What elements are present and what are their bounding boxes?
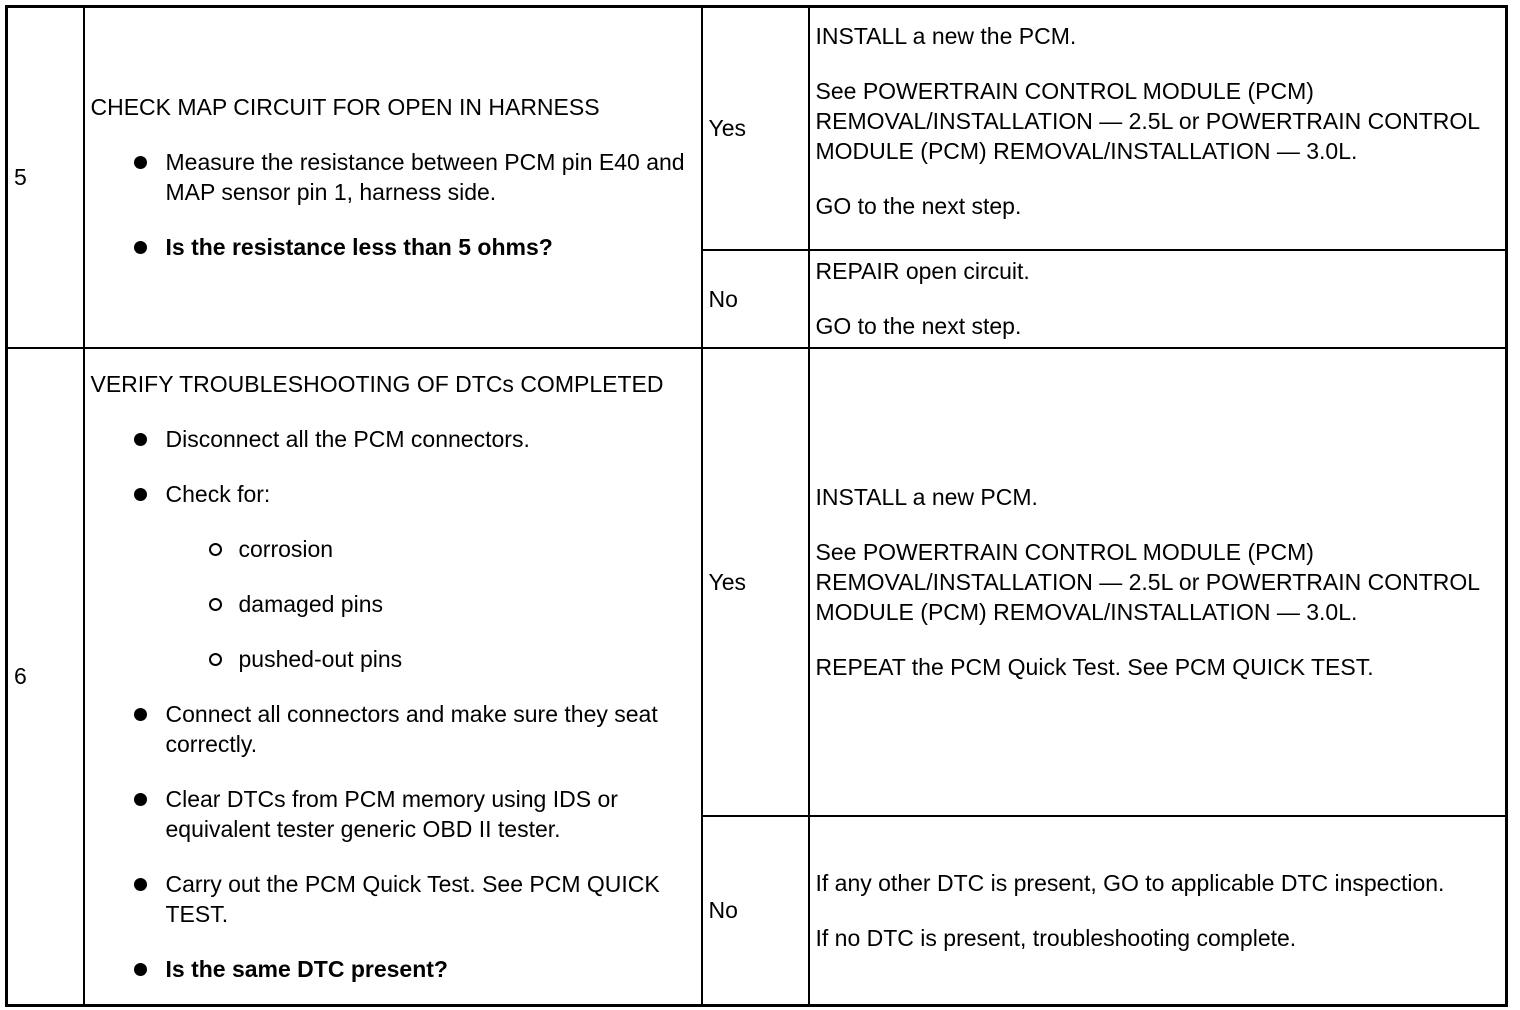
- result-line: REPEAT the PCM Quick Test. See PCM QUICK TEST.: [815, 653, 1374, 680]
- result-yes-cell: [809, 348, 1507, 816]
- result-label-no: No: [702, 250, 809, 348]
- result-line: If any other DTC is present, GO to applicable DTC inspection.: [815, 869, 1445, 896]
- list-item: Connect all connectors and make sure they seat correctly.: [91, 699, 695, 759]
- check-list: [91, 534, 695, 674]
- step-title: VERIFY TROUBLESHOOTING OF DTCs COMPLETED: [90, 370, 664, 397]
- step-number: 6: [7, 348, 84, 1006]
- result-yes-cell: [809, 7, 1507, 250]
- list-item: Measure the resistance between PCM pin E40 and MAP sensor pin 1, harness side.: [91, 147, 695, 207]
- action-list: [91, 699, 695, 984]
- result-no-cell: [809, 250, 1507, 348]
- result-line: GO to the next step.: [815, 193, 1022, 219]
- check-item: corrosion: [91, 534, 695, 564]
- list-item-label: Check for:: [165, 480, 271, 507]
- diagnostic-table: [5, 5, 1508, 1007]
- result-no-cell: [809, 816, 1507, 1006]
- list-item: Clear DTCs from PCM memory using IDS or equivalent tester generic OBD II tester.: [91, 784, 695, 844]
- step-action-cell: [84, 348, 702, 1006]
- result-label-no: No: [702, 816, 809, 1006]
- result-line: See POWERTRAIN CONTROL MODULE (PCM) REMOVAL/INSTALLATION — 2.5L or POWERTRAIN CONTROL MODULE (PCM) REMOVAL/INSTALLATION — 3.0L.: [815, 538, 1480, 625]
- step-action-cell: [84, 7, 702, 348]
- result-label-yes: Yes: [702, 348, 809, 816]
- result-line: REPAIR open circuit.: [815, 258, 1030, 284]
- result-line: INSTALL a new the PCM.: [815, 23, 1077, 49]
- question-item: Is the resistance less than 5 ohms?: [91, 232, 695, 262]
- step-title: CHECK MAP CIRCUIT FOR OPEN IN HARNESS: [90, 94, 600, 121]
- step-number: 5: [7, 7, 84, 348]
- result-line: See POWERTRAIN CONTROL MODULE (PCM) REMOVAL/INSTALLATION — 2.5L or POWERTRAIN CONTROL MODULE (PCM) REMOVAL/INSTALLATION — 3.0L.: [815, 78, 1480, 164]
- action-list: [91, 424, 695, 509]
- check-item: damaged pins: [91, 589, 695, 619]
- list-item: Disconnect all the PCM connectors.: [91, 424, 695, 454]
- table-row: [7, 7, 1507, 250]
- list-item: Carry out the PCM Quick Test. See PCM QUICK TEST.: [91, 869, 695, 929]
- list-item: [91, 479, 695, 509]
- check-item: pushed-out pins: [91, 644, 695, 674]
- result-label-yes: Yes: [702, 7, 809, 250]
- action-list: [91, 147, 695, 262]
- result-line: INSTALL a new PCM.: [815, 483, 1038, 510]
- result-line: GO to the next step.: [815, 313, 1022, 339]
- result-line: If no DTC is present, troubleshooting complete.: [815, 924, 1297, 951]
- question-item: Is the same DTC present?: [91, 954, 695, 984]
- table-row: [7, 348, 1507, 816]
